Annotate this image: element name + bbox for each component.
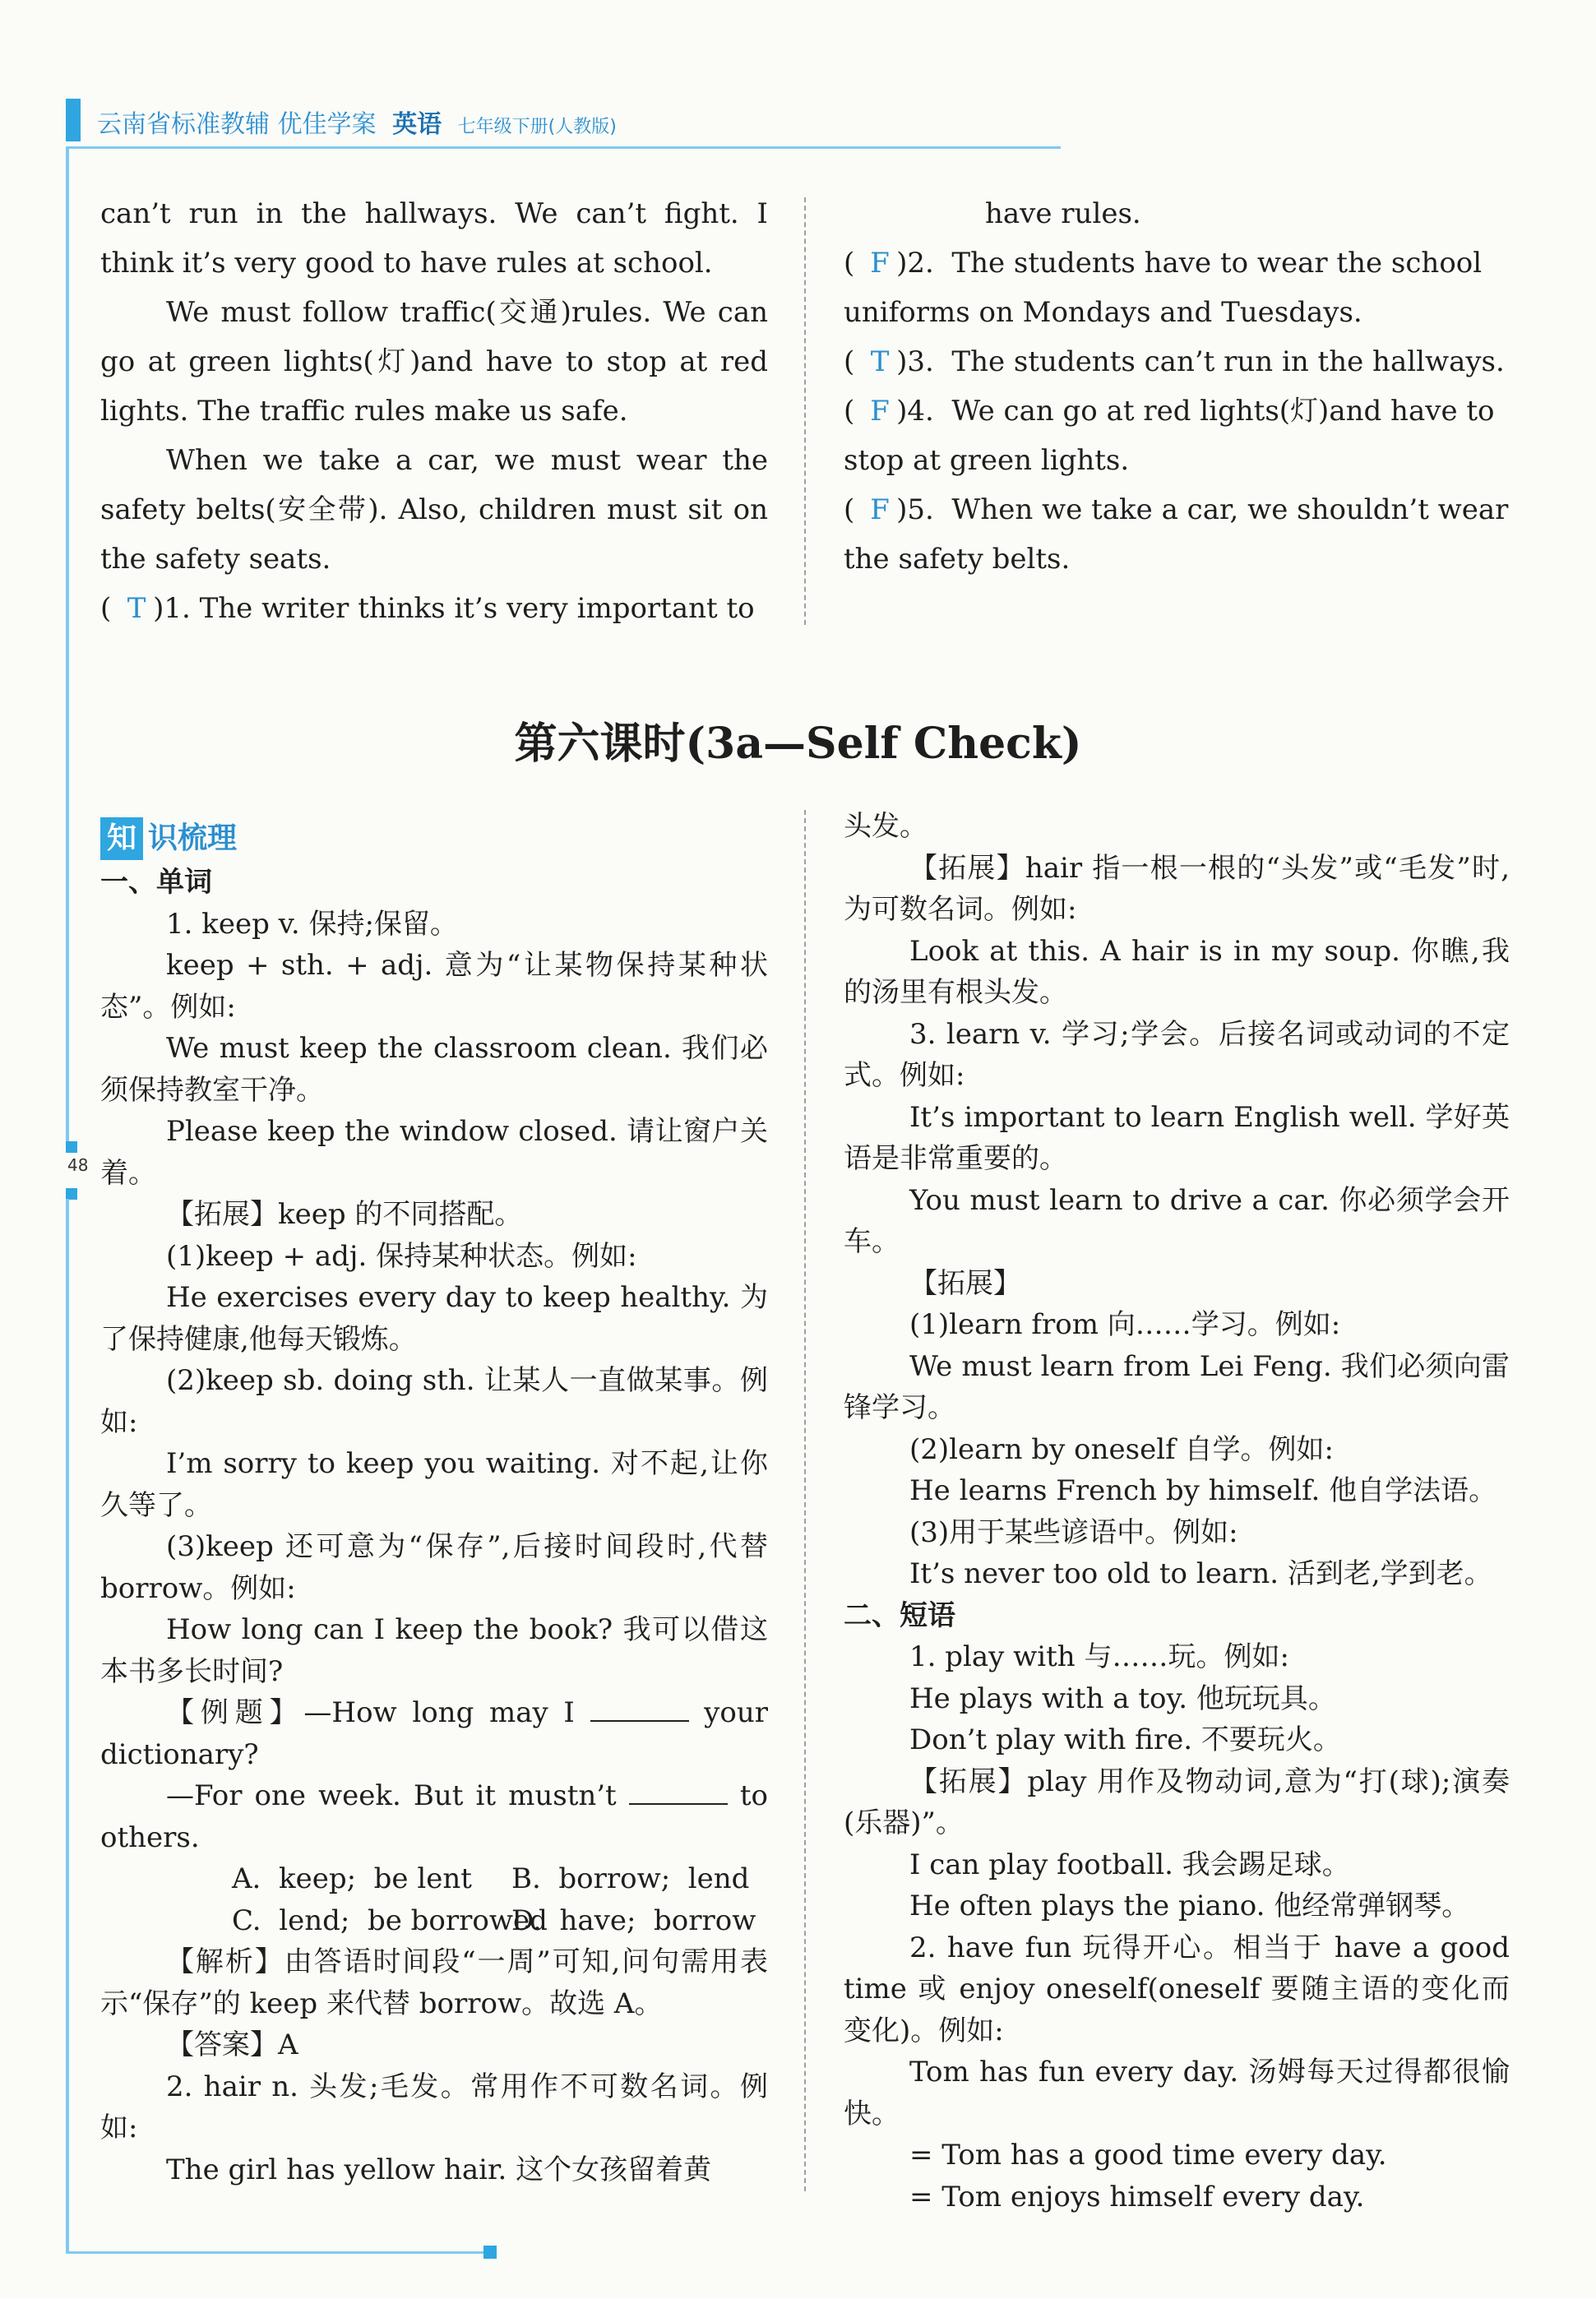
question-3-text: The students can’t run in the hallways.	[951, 345, 1505, 378]
knowledge-line: (2)keep sb. doing sth. 让某人一直做某事。例如:	[100, 1364, 768, 1439]
answer-blank-2	[629, 1779, 728, 1805]
knowledge-line: The girl has yellow hair. 这个女孩留着黄	[166, 2153, 712, 2186]
header-subject: 英语	[392, 110, 442, 139]
knowledge-line: 【拓展】play 用作及物动词,意为“打(球);演奏(乐器)”。	[844, 1765, 1510, 1839]
knowledge-line: (3)keep 还可意为“保存”,后接时间段时,代替 borrow。例如:	[100, 1530, 768, 1605]
example-after-blank-1: your dictionary?	[100, 1696, 768, 1771]
knowledge-line: 1. play with 与……玩。例如:	[909, 1640, 1289, 1673]
example-options-row-1	[100, 1858, 768, 1900]
knowledge-line: 【拓展】	[909, 1266, 1021, 1300]
question-2-line: ( F )2. The students have to wear the school uniforms on Mondays and Tuesdays.	[844, 238, 1510, 337]
knowledge-line: You must learn to drive a car. 你必须学会开车。	[844, 1183, 1510, 1258]
left-rail-top	[66, 146, 69, 1141]
knowledge-heading	[100, 816, 768, 862]
question-1-line: ( T )1. The writer thinks it’s very important to	[100, 584, 768, 633]
header-grade: 七年级下册(人教版)	[457, 117, 617, 137]
knowledge-line: (1)learn from 向……学习。例如:	[909, 1308, 1341, 1341]
knowledge-line: He plays with a toy. 他玩玩具。	[909, 1681, 1336, 1715]
footer-rule	[66, 2251, 485, 2254]
question-3-number: )3.	[896, 345, 934, 378]
knowledge-left-column	[100, 816, 768, 2190]
knowledge-line: We must learn from Lei Feng. 我们必须向雷锋学习。	[844, 1349, 1510, 1424]
knowledge-title: 识梳理	[148, 821, 238, 855]
example-label: 【例题】—How long may I	[166, 1696, 575, 1729]
knowledge-line: We must keep the classroom clean. 我们必须保持教室干净。	[100, 1032, 768, 1107]
question-4-number: )4.	[896, 395, 934, 428]
knowledge-line: 头发。	[844, 810, 928, 843]
knowledge-line: keep + sth. + adj. 意为“让某物保持某种状态”。例如:	[100, 949, 768, 1024]
question-5-line: ( F )5. When we take a car, we shouldn’t wear the safety belts.	[844, 485, 1510, 584]
knowledge-line: He exercises every day to keep healthy. 为了保持健康,他每天锻炼。	[100, 1281, 768, 1356]
header	[97, 104, 617, 140]
option-a: A. keep; be lent	[232, 1862, 472, 1895]
section-heading: 二、短语	[844, 1598, 955, 1632]
header-brand: 云南省标准教辅	[97, 110, 270, 139]
knowledge-line: Tom has fun every day. 汤姆每天过得都很愉快。	[844, 2056, 1510, 2130]
example-question-line-1	[100, 1692, 768, 1775]
knowledge-line: Please keep the window closed. 请让窗户关着。	[100, 1115, 768, 1190]
question-1-answer: T	[127, 592, 146, 625]
question-4-text: We can go at red lights(灯)and have to stop at green lights.	[844, 395, 1495, 477]
passage-paragraph: can’t run in the hallways. We can’t fight. I think it’s very good to have rules at school.	[100, 197, 768, 280]
question-1-text-end: have rules.	[985, 197, 1141, 230]
knowledge-line: 3. learn v. 学习;学会。后接名词或动词的不定式。例如:	[844, 1017, 1510, 1092]
knowledge-line: = Tom enjoys himself every day.	[909, 2180, 1365, 2213]
knowledge-line: I can play football. 我会踢足球。	[909, 1848, 1350, 1881]
rail-marker-bottom	[66, 1188, 77, 1200]
option-c: C. lend; be borrowed	[232, 1903, 548, 1937]
option-b: B. borrow; lend	[511, 1862, 750, 1895]
answer-blank-1	[590, 1695, 689, 1722]
knowledge-line: 【拓展】hair 指一根一根的“头发”或“毛发”时,为可数名词。例如:	[844, 851, 1510, 926]
section-heading: 一、单词	[100, 866, 212, 899]
knowledge-line: 1. keep v. 保持;保留。	[166, 907, 458, 941]
knowledge-line: It’s never too old to learn. 活到老,学到老。	[909, 1557, 1492, 1590]
question-2-answer: F	[870, 247, 890, 280]
question-1-text-start: The writer thinks it’s very important to	[199, 592, 755, 625]
footer-marker	[483, 2246, 497, 2259]
rail-marker-top	[66, 1141, 77, 1153]
example-analysis: 【解析】由答语时间段“一周”可知,问句需用表示“保存”的 keep 来代替 borrow。故选 A。	[100, 1945, 768, 2020]
knowledge-left-items	[100, 862, 768, 1692]
question-5-text: When we take a car, we shouldn’t wear the safety belts.	[844, 493, 1509, 576]
knowledge-line: (2)learn by oneself 自学。例如:	[909, 1432, 1334, 1466]
example-line-2: —For one week. But it mustn’t	[166, 1779, 617, 1812]
question-4-answer: F	[870, 395, 890, 428]
question-1-number: )1.	[153, 592, 191, 625]
knowledge-line: Look at this. A hair is in my soup. 你瞧,我的汤里有根头发。	[844, 934, 1510, 1009]
passage-right-column	[844, 189, 1510, 584]
knowledge-line: = Tom has a good time every day.	[909, 2139, 1387, 2172]
knowledge-badge: 知	[100, 817, 143, 860]
knowledge-line: 2. hair n. 头发;毛发。常用作不可数名词。例如:	[100, 2070, 768, 2144]
header-rule	[66, 146, 1061, 149]
knowledge-line: (1)keep + adj. 保持某种状态。例如:	[166, 1239, 637, 1273]
knowledge-right-items	[844, 806, 1510, 2218]
example-question-line-2	[100, 1775, 768, 1858]
knowledge-line: I’m sorry to keep you waiting. 对不起,让你久等了。	[100, 1447, 768, 1522]
example-after-blank-2: to others.	[100, 1779, 769, 1854]
question-5-answer: F	[870, 493, 890, 526]
header-accent-bar	[66, 99, 81, 141]
column-divider-bottom	[804, 810, 806, 2191]
passage-left-column	[100, 189, 768, 633]
header-series: 优佳学案	[277, 110, 377, 139]
question-2-text: The students have to wear the school uniforms on Mondays and Tuesdays.	[844, 247, 1483, 329]
lesson-title: 第六课时(3a—Self Check)	[514, 719, 1082, 769]
passage-paragraph: When we take a car, we must wear the safety belts(安全带). Also, children must sit on the safety seats.	[100, 444, 768, 576]
knowledge-left-tail	[100, 2066, 768, 2191]
knowledge-line: It’s important to learn English well. 学好英语是非常重要的。	[844, 1100, 1510, 1175]
knowledge-line: How long can I keep the book? 我可以借这本书多长时间?	[100, 1613, 768, 1688]
question-3-line: ( T )3. The students can’t run in the hallways.	[844, 337, 1510, 386]
example-options-row-2	[100, 1900, 768, 1942]
page-number: 48	[67, 1155, 89, 1175]
left-rail-bottom	[66, 1199, 69, 2251]
question-3-answer: T	[870, 345, 890, 378]
option-d: D. have; borrow	[511, 1903, 756, 1937]
knowledge-line: He learns French by himself. 他自学法语。	[909, 1474, 1497, 1507]
knowledge-line: Don’t play with fire. 不要玩火。	[909, 1723, 1341, 1756]
knowledge-line: 2. have fun 玩得开心。相当于 have a good time 或 enjoy oneself(oneself 要随主语的变化而变化)。例如:	[844, 1931, 1510, 2047]
question-5-number: )5.	[896, 493, 934, 526]
column-divider-top	[804, 197, 806, 625]
knowledge-right-column	[844, 806, 1510, 2218]
passage-paragraph: We must follow traffic(交通)rules. We can go at green lights(灯)and have to stop at red lights. The traffic rules make us safe.	[100, 296, 768, 428]
example-answer: 【答案】A	[166, 2028, 298, 2061]
question-4-line: ( F )4. We can go at red lights(灯)and have to stop at green lights.	[844, 386, 1510, 485]
knowledge-line: 【拓展】keep 的不同搭配。	[166, 1198, 523, 1231]
question-2-number: )2.	[896, 247, 934, 280]
knowledge-line: He often plays the piano. 他经常弹钢琴。	[909, 1890, 1470, 1922]
knowledge-line: (3)用于某些谚语中。例如:	[909, 1515, 1238, 1549]
